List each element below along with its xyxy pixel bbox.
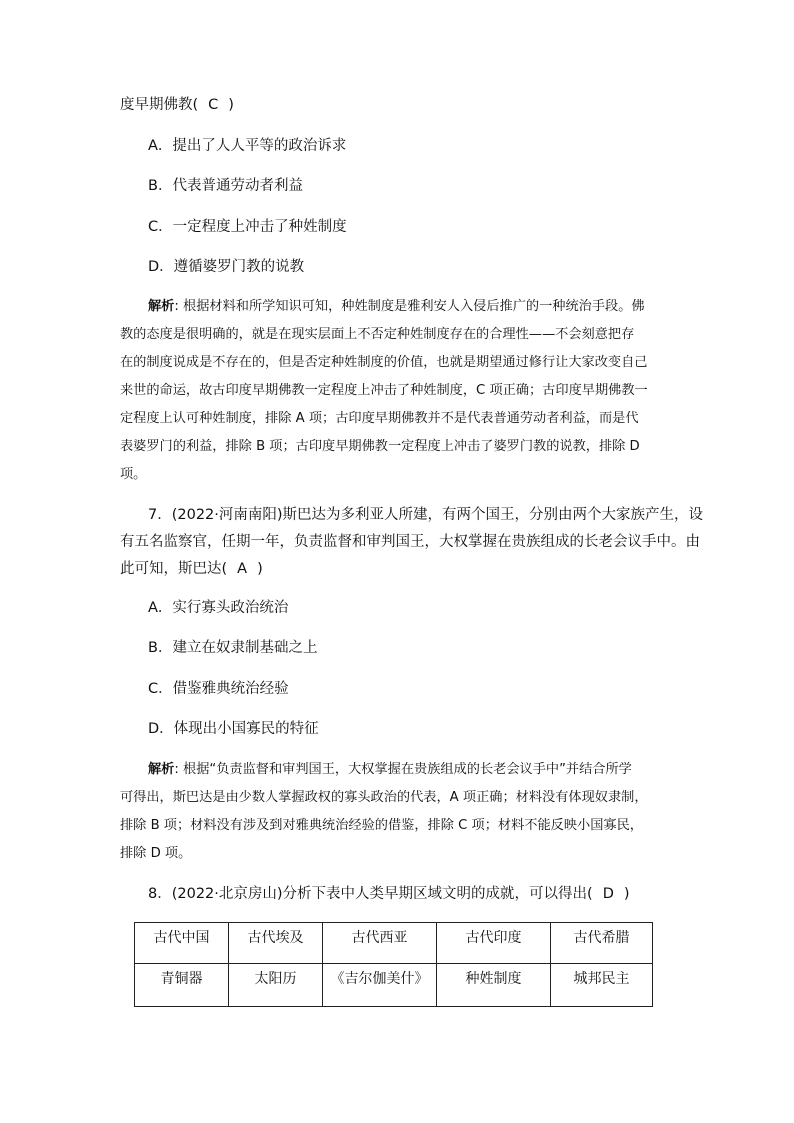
q6-stem xyxy=(120,95,234,115)
q7-explanation-label: 解析 xyxy=(148,762,175,777)
table-cell: 太阳历 xyxy=(229,964,323,1007)
q6-explanation-line-1: 解析: 根据材料和所学知识可知，种姓制度是雅利安人入侵后推广的一种统治手段。佛 xyxy=(148,299,645,314)
q6-option-c: C．一定程度上冲击了种姓制度 xyxy=(148,219,347,235)
q7-explanation-line-1: 解析: 根据“负责监督和审判国王，大权掌握在贵族组成的长老会议手中”并结合所学 xyxy=(148,762,632,777)
q6-explanation-line-3: 在的制度说成是不存在的，但是否定种姓制度的价值，也就是期望通过修行让大家改变自己 xyxy=(120,355,648,370)
q6-option-a: A．提出了人人平等的政治诉求 xyxy=(148,138,347,154)
q7-explanation-line-2: 可得出，斯巴达是由少数人掌握政权的寡头政治的代表，A 项正确；材料没有体现奴隶制， xyxy=(120,790,648,805)
q8-stem xyxy=(148,884,630,904)
table-cell: 青铜器 xyxy=(135,964,229,1007)
q7-explanation-line-3: 排除 B 项；材料没有涉及到对雅典统治经验的借鉴，排除 C 项；材料不能反映小国寡民， xyxy=(120,818,643,833)
q6-explanation-label: 解析 xyxy=(148,299,175,314)
q6-explanation-line-5: 定程度上认可种姓制度，排除 A 项；古印度早期佛教并不是代表普通劳动者利益，而是代 xyxy=(120,411,639,426)
q7-option-b: B．建立在奴隶制基础之上 xyxy=(148,640,318,656)
table-header-row xyxy=(135,923,653,964)
table-cell: 城邦民主 xyxy=(551,964,653,1007)
table-header-cell: 古代希腊 xyxy=(551,923,653,964)
q6-explanation-line-2: 教的态度是很明确的，就是在现实层面上不否定种姓制度存在的合理性——不会刻意把存 xyxy=(120,327,635,342)
table-header-cell: 古代埃及 xyxy=(229,923,323,964)
q6-explanation-line-6: 表婆罗门的利益，排除 B 项；古印度早期佛教一定程度上冲击了婆罗门教的说教，排除 D xyxy=(120,439,640,454)
q7-option-a: A．实行寡头政治统治 xyxy=(148,600,289,616)
q8-stem-text: 8．(2022·北京房山)分析下表中人类早期区域文明的成就，可以得出( xyxy=(148,886,593,902)
q6-explanation-line-7: 项。 xyxy=(120,467,147,482)
q6-option-b: B．代表普通劳动者利益 xyxy=(148,178,303,194)
table-cell: 《吉尔伽美什》 xyxy=(323,964,437,1007)
q8-close-paren: ) xyxy=(623,886,630,902)
q7-stem-line-2: 有五名监察官，任期一年，负责监督和审判国王，大权掌握在贵族组成的长老会议手中。由 xyxy=(120,534,700,550)
q6-stem-text: 度早期佛教( xyxy=(120,97,199,113)
q7-option-c: C．借鉴雅典统治经验 xyxy=(148,681,289,697)
q7-answer: A xyxy=(237,561,248,577)
q7-stem-line-1: 7．(2022·河南南阳)斯巴达为多利亚人所建，有两个国王，分别由两个大家族产生，设 xyxy=(148,507,704,523)
q8-answer: D xyxy=(602,886,614,902)
civilization-table xyxy=(134,922,653,1007)
table-header-cell: 古代印度 xyxy=(437,923,551,964)
q7-explanation-line-4: 排除 D 项。 xyxy=(120,846,192,861)
table-row xyxy=(135,964,653,1007)
q6-option-d: D．遵循婆罗门教的说教 xyxy=(148,259,305,275)
table-header-cell: 古代西亚 xyxy=(323,923,437,964)
table-header-cell: 古代中国 xyxy=(135,923,229,964)
q7-close-paren: ) xyxy=(257,561,263,577)
table-cell: 种姓制度 xyxy=(437,964,551,1007)
q7-stem-text: 此可知，斯巴达( xyxy=(120,561,228,577)
q7-option-d: D．体现出小国寡民的特征 xyxy=(148,721,319,737)
q6-close-paren: ) xyxy=(228,97,234,113)
q6-answer: C xyxy=(208,97,219,113)
q7-stem-line-3 xyxy=(120,559,263,579)
q6-explanation-line-4: 来世的命运，故古印度早期佛教一定程度上冲击了种姓制度，C 项正确；古印度早期佛教一 xyxy=(120,383,648,398)
